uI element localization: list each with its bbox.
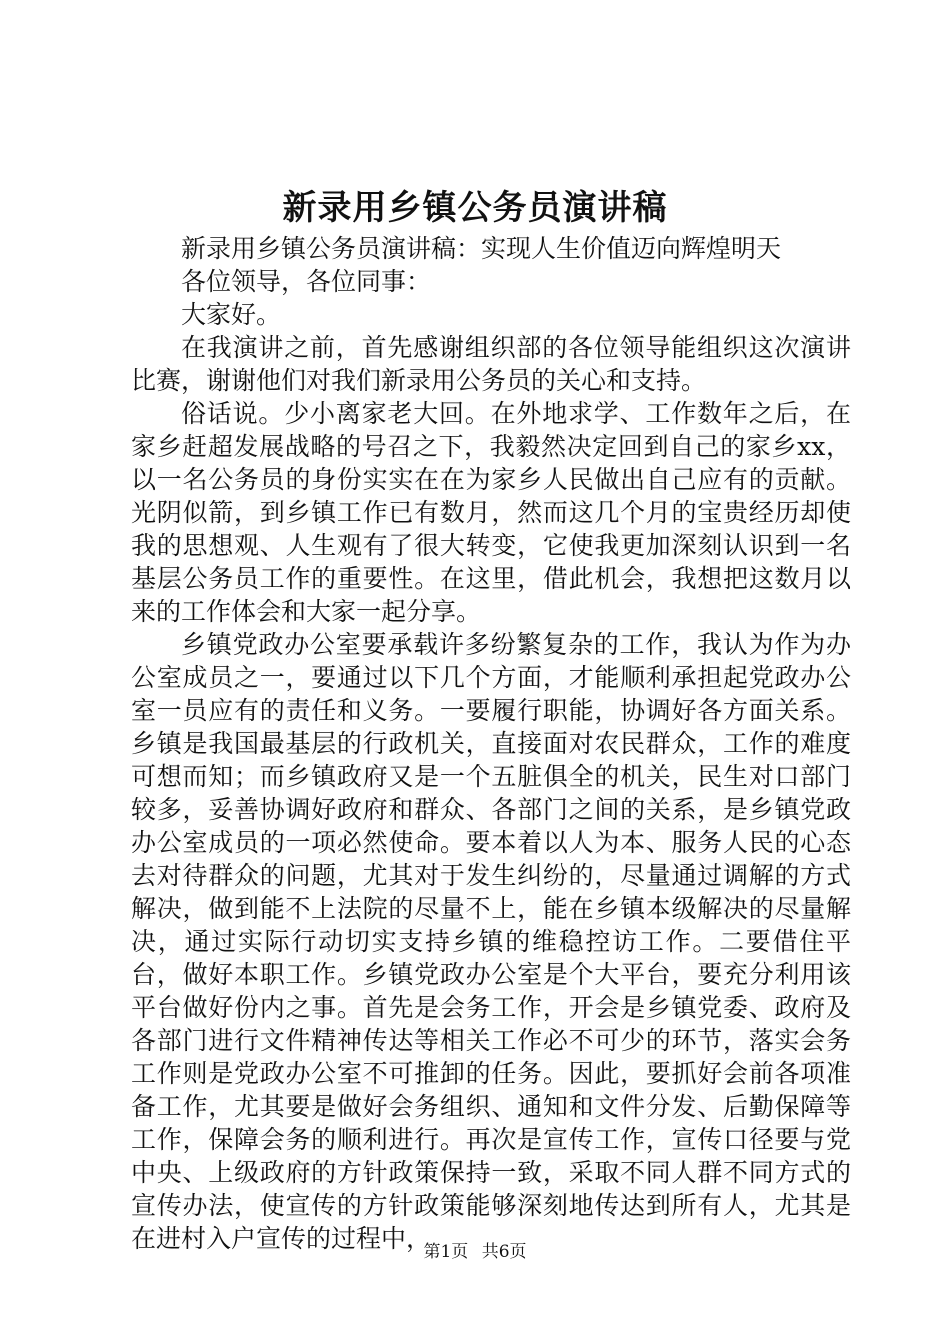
document-title: 新录用乡镇公务员演讲稿 [282,188,668,228]
subtitle-paragraph: 新录用乡镇公务员演讲稿：实现人生价值迈向辉煌明天 [181,234,782,263]
greeting-paragraph: 大家好。 [181,300,282,329]
document-body [131,232,851,1255]
page-total: 共6页 [481,1242,527,1262]
page-footer [0,1240,950,1264]
body-paragraph: 乡镇党政办公室要承载许多纷繁复杂的工作，我认为作为办公室成员之一，要通过以下几个方面，才能顺利承担起党政办公室一员应有的责任和义务。一要履行职能，协调好各方面关系。乡镇是我国最基层的行政机关，直接面对农民群众，工作的难度可想而知；而乡镇政府又是一个五脏俱全的机关，民生对口部门较多，妥善协调好政府和群众、各部门之间的关系，是乡镇党政办公室成员的一项必然使命。要本着以人为本、服务人民的心态去对待群众的问题，尤其对于发生纠纷的，尽量通过调解的方式解决，做到能不上法院的尽量不上，能在乡镇本级解决的尽量解决，通过实际行动切实支持乡镇的维稳控访工作。二要借住平台，做好本职工作。乡镇党政办公室是个大平台，要充分利用该平台做好份内之事。首先是会务工作，开会是乡镇党委、政府及各部门进行文件精神传达等相关工作必不可少的环节，落实会务工作则是党政办公室不可推卸的任务。因此，要抓好会前各项准备工作，尤其要是做好会务组织、通知和文件分发、后勤保障等工作，保障会务的顺利进行。再次是宣传工作，宣传口径要与党中央、上级政府的方针政策保持一致，采取不同人群不同方式的宣传办法，使宣传的方针政策能够深刻地传达到所有人，尤其是在进村入户宣传的过程中， [131,630,851,1253]
salutation-paragraph: 各位领导，各位同事： [181,267,432,296]
body-paragraph: 在我演讲之前，首先感谢组织部的各位领导能组织这次演讲比赛，谢谢他们对我们新录用公务员的关心和支持。 [131,333,851,395]
page-number: 第1页 [423,1242,469,1262]
body-paragraph: 俗话说。少小离家老大回。在外地求学、工作数年之后，在家乡赶超发展战略的号召之下，我毅然决定回到自己的家乡xx，以一名公务员的身份实实在在为家乡人民做出自己应有的贡献。光阴似箭，到乡镇工作已有数月，然而这几个月的宝贵经历却使我的思想观、人生观有了很大转变，它使我更加深刻认识到一名基层公务员工作的重要性。在这里，借此机会，我想把这数月以来的工作体会和大家一起分享。 [131,399,851,626]
